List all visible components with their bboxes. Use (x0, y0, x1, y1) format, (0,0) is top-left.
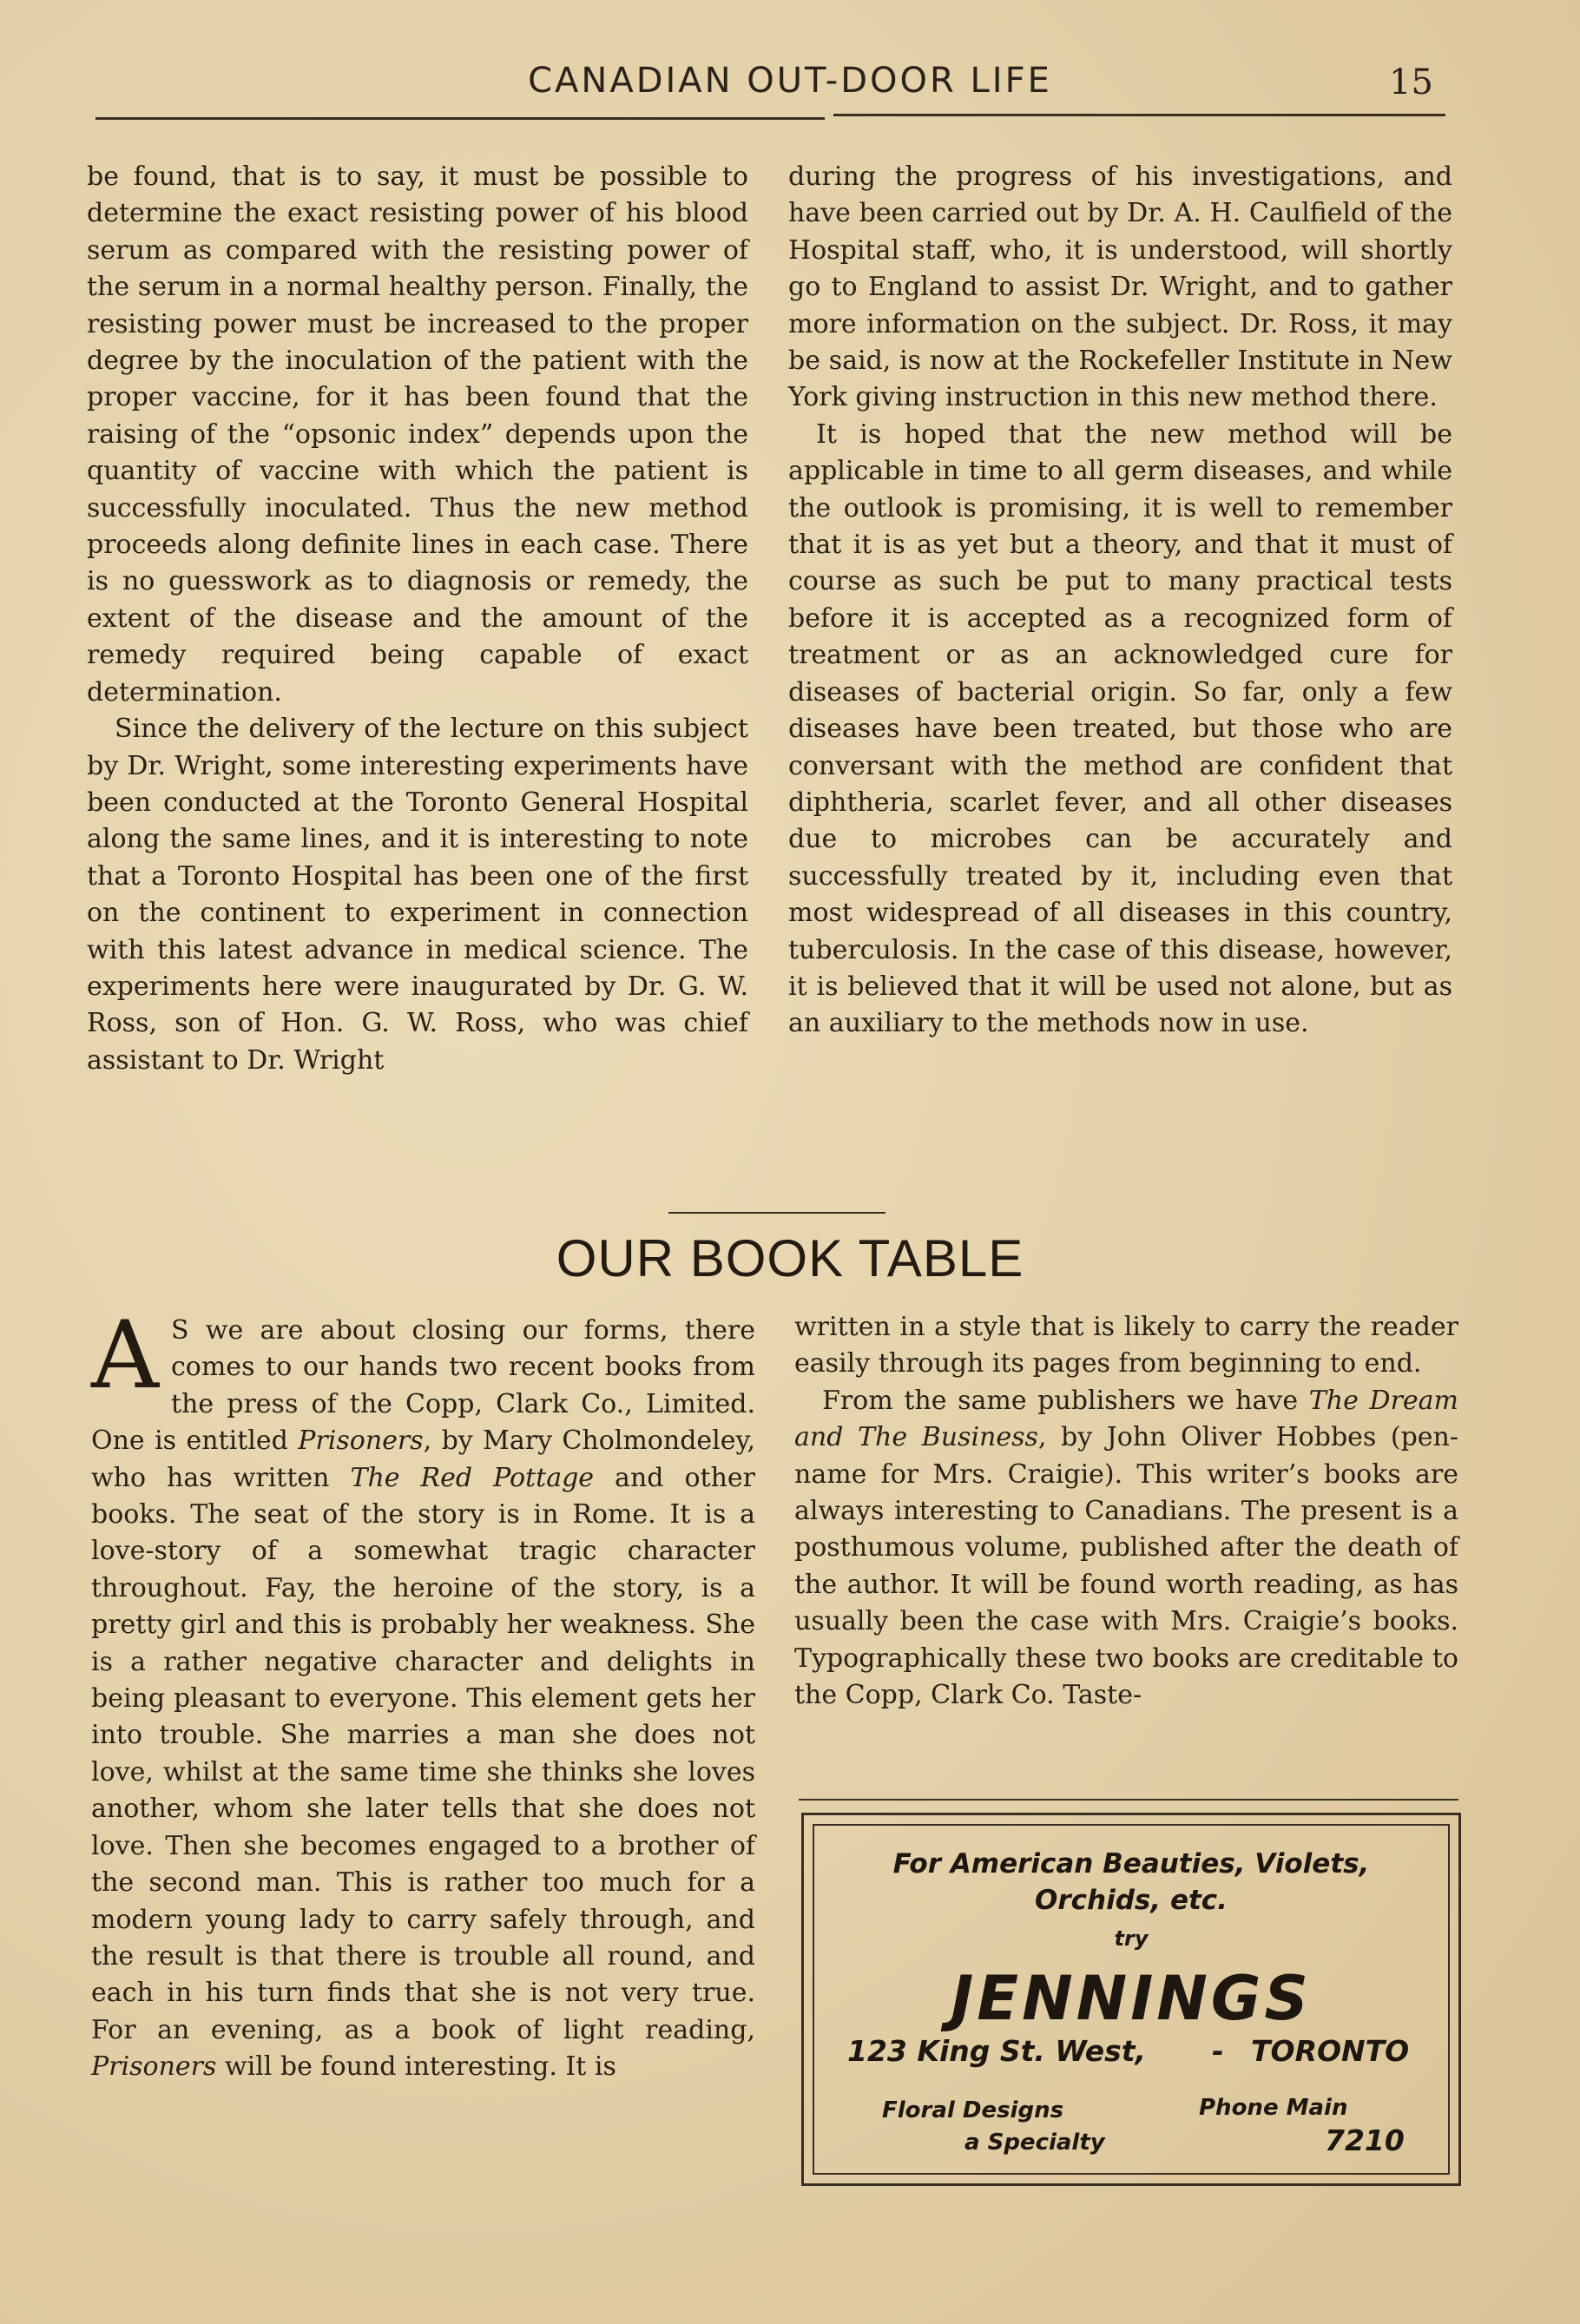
book-title: The Dream and The Business (794, 1385, 1458, 1453)
ad-dash: - (1212, 2034, 1224, 2068)
ad-phone-label: Phone Main (1199, 2095, 1348, 2121)
header-rule-right (833, 114, 1445, 116)
drop-cap: A (91, 1301, 159, 1410)
article-column-left (87, 159, 748, 1079)
ad-floral-designs: Floral Designs (882, 2097, 1064, 2123)
ad-address: 123 King St. West, (847, 2034, 1147, 2068)
section-divider (668, 1212, 885, 1214)
ad-business-name: JENNINGS (951, 1963, 1312, 2034)
ad-headline-2: Orchids, etc. (1035, 1885, 1228, 1916)
column-end-rule (799, 1799, 1458, 1801)
article-paragraph: Since the delivery of the lecture on this subject by Dr. Wright, some interesting experiments have been conducted at the Toronto General Hospital along the same lines, and it is interesting to note that a Toronto Hospital has been one of the first on the continent to experiment in connection with this latest advance in medical science. The experiments here were inaugurated by Dr. G. W. Ross, son of Hon. G. W. Ross, who was chief assistant to Dr. Wright (87, 714, 748, 1076)
jennings-advertisement (801, 1813, 1461, 2186)
article-paragraph: during the progress of his investigations, and have been carried out by Dr. A. H. Caulfield of the Hospital staff, who, it is understood, will shortly go to England to assist Dr. Wright, and to gather more information on the subject. Dr. Ross, it may be said, is now at the Rockefeller Institute in New York giving instruction in this new method there. (788, 161, 1452, 413)
ad-try: try (1114, 1926, 1149, 1951)
book-review-paragraph: A S we are about closing our forms, there comes to our hands two recent books from the press of the Copp, Clark Co., Limited. One is entitled Prisoners, by Mary Cholmondeley, who has written The Red Pottage and other books. The seat of the story is in Rome. It is a love-story of a somewhat tragic character throughout. Fay, the heroine of the story, is a pretty girl and this is probably her weakness. She is a rather negative character and delights in being pleasant to everyone. This element gets her into trouble. She marries a man she does not love, whilst at the same time she thinks she loves another, whom she later tells that she does not love. Then she becomes engaged to a brother of the second man. This is rather too much for a modern young lady to carry safely through, and the result is that there is trouble all round, and each in his turn finds that she is not very true. For an evening, as a book of light reading, Prisoners will be found interesting. It is (91, 1301, 755, 2083)
book-review-paragraph: written in a style that is likely to carry the reader easily through its pages from beginning to end. (794, 1312, 1458, 1379)
running-header-title: CANADIAN OUT-DOOR LIFE (528, 61, 1052, 101)
book-column-right (794, 1309, 1458, 1714)
ad-headline: For American Beauties, Violets, (892, 1848, 1370, 1880)
header-rule-left (95, 117, 825, 120)
book-review-paragraph: From the same publishers we have The Dream and The Business, by John Oliver Hobbes (pen-name for Mrs. Craigie). This writer’s books are always interesting to Canadians. The present is a posthumous volume, published after the death of the author. It will be found worth reading, as has usually been the case with Mrs. Craigie’s books. Typographically these two books are creditable to the Copp, Clark Co. Taste- (794, 1385, 1459, 1711)
book-title: Prisoners (298, 1425, 424, 1457)
book-column-left (91, 1301, 755, 2086)
book-title: Prisoners (91, 2051, 217, 2083)
page-number: 15 (1389, 63, 1433, 102)
article-paragraph: be found, that is to say, it must be possible to determine the exact resisting power of his blood serum as compared with the resisting power of the serum in a normal healthy person. Finally, the resisting power must be increased to the proper degree by the inoculation of the patient with the proper vaccine, for it has been found that the raising of the “opsonic index” depends upon the quantity of vaccine with which the patient is successfully inoculated. Thus the new method proceeds along definite lines in each case. There is no guesswork as to diagnosis or remedy, the extent of the disease and the amount of the remedy required being capable of exact determination. (87, 161, 748, 708)
section-title: OUR BOOK TABLE (556, 1229, 1024, 1287)
article-paragraph: It is hoped that the new method will be applicable in time to all germ diseases, and while the outlook is promising, it is well to remember that it is as yet but a theory, and that it must of course as such be put to many practical tests before it is accepted as a recognized form of treatment or as an acknowledged cure for diseases of bacterial origin. So far, only a few diseases have been treated, but those who are conversant with the method are confident that diphtheria, scarlet fever, and all other diseases due to microbes can be accurately and successfully treated by it, including even that most widespread of all diseases in this country, tuberculosis. In the case of this disease, however, it is believed that it will be used not alone, but as an auxiliary to the methods now in use. (788, 418, 1452, 1039)
article-column-right (788, 159, 1452, 1043)
ad-phone-number: 7210 (1325, 2123, 1405, 2157)
ad-city: TORONTO (1251, 2034, 1410, 2068)
book-title: The Red Pottage (350, 1462, 595, 1493)
ad-specialty: a Specialty (964, 2130, 1105, 2156)
